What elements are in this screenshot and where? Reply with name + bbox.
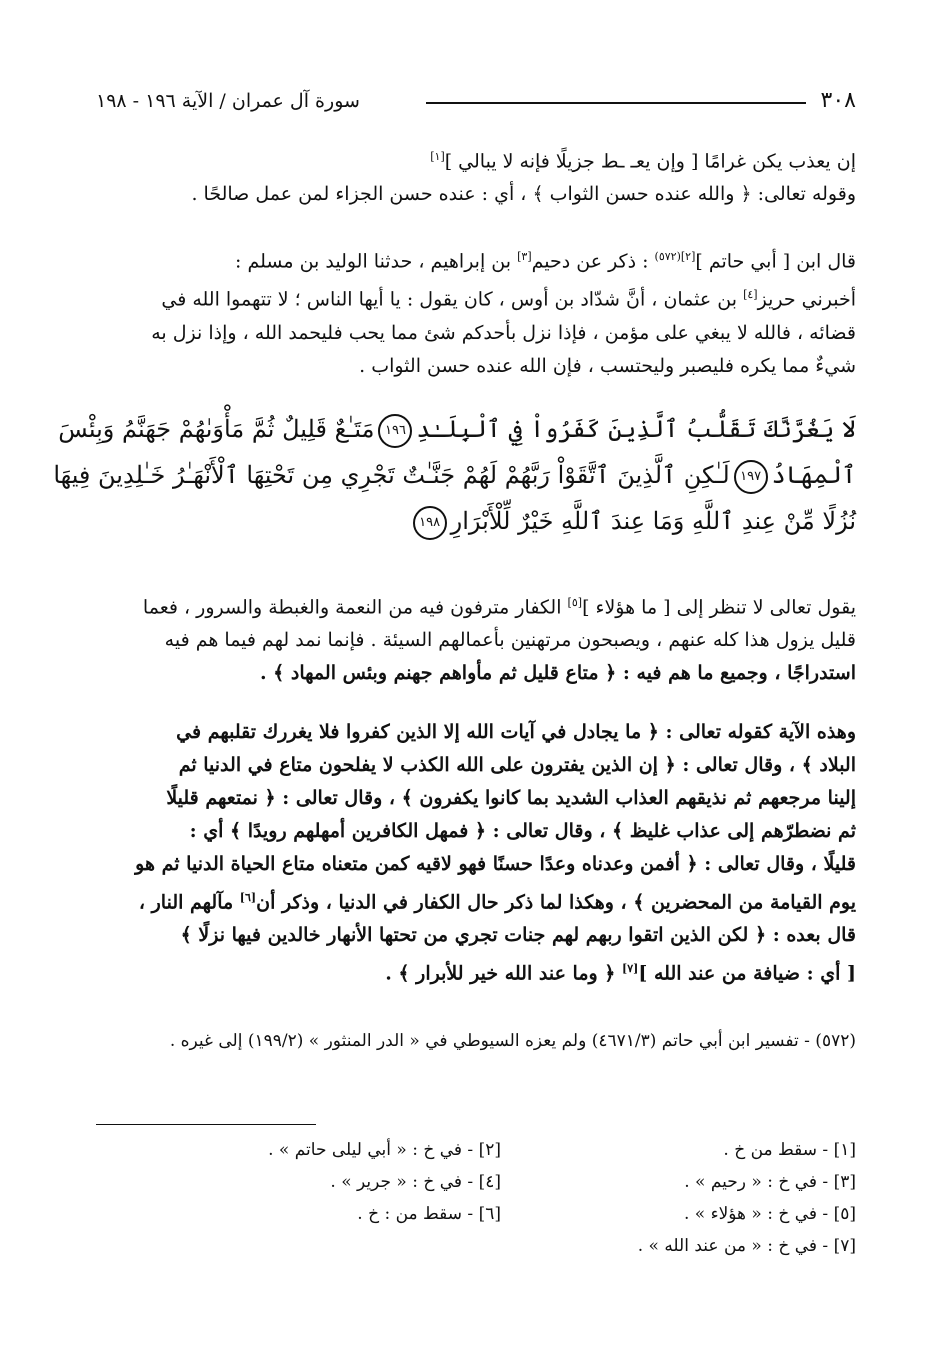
hadith-number: (٥٧٢) (654, 250, 681, 263)
text-line: استدراجًا ، وجميع ما هم فيه : ﴿ متاع قليل ثم مأواهم جهنم وبئس المهاد ﴾ . (259, 662, 856, 685)
quran-verses (53, 406, 856, 544)
text-line: ثم نضطرّهم إلى عذاب غليظ ﴾ ، وقال تعالى : ﴿ فمهل الكافرين أمهلهم رويدًا ﴾ أي : (189, 820, 856, 842)
text-line: وقوله تعالى: ﴿ والله عنده حسن الثواب ﴾ ، أي : عنده حسن الجزاء لمن عمل صالحًا . (191, 183, 856, 206)
ayah-number-196: ١٩٦ (378, 414, 412, 448)
text-line: [ أي : ضيافة من عند الله ][٧] ﴿ وما عند الله خير للأبرار ﴾ . (385, 962, 856, 985)
footnote-6: [٦] - سقط من : خ . (357, 1204, 501, 1224)
text-line: قضائه ، فالله لا يبغي على مؤمن ، فإذا نزل بأحدكم شئ مما يحب فليحمد الله ، وإذا نزل به (151, 321, 856, 344)
text-line: قال ابن [ أبي حاتم ]$^{[٢](٥٧٢)}$ : ذكر عن دحيم[٣] بن إبراهيم ، حدثنا الوليد بن مسلم : (235, 250, 856, 273)
text-line: يوم القيامة من المحضرين ﴾ ، وهكذا لما ذكر حال الكفار في الدنيا ، وذكر أن[٦] مآلهم النار ، (138, 891, 856, 914)
footnote-4: [٤] - في خ : « جرير » . (330, 1172, 501, 1192)
text-line: البلاد ﴾ ، وقال تعالى : ﴿ إن الذين يفترون على الله الكذب لا يفلحون متاع في الدنيا ثم (178, 754, 856, 776)
paragraph-1 (96, 140, 856, 211)
header-rule (426, 102, 806, 104)
text-line: شيءٌ مما يكره فليصبر وليحتسب ، فإن الله عنده حسن الثواب . (359, 354, 856, 377)
footnotes (176, 1134, 856, 1262)
footnote-marker[interactable]: [٢] (680, 250, 696, 263)
text-line: إلينا مرجعهم ثم نذيقهم العذاب الشديد بما كانوا يكفرون ﴾ ، وقال تعالى : ﴿ نمتعهم قليلًا (166, 787, 856, 809)
footnote-2: [٢] - في خ : « أبي ليلى حاتم » . (268, 1140, 501, 1160)
text-line: قليلًا ، وقال تعالى : ﴿ أفمن وعدناه وعدًا حسنًا فهو لاقيه كمن متعناه متاع الحياة الدنيا ثم هو (135, 853, 856, 875)
footnote-marker[interactable]: [٧] (622, 962, 639, 976)
ayah-number-198: ١٩٨ (413, 506, 447, 540)
ayah-number-197: ١٩٧ (734, 460, 768, 494)
footnote-7: [٧] - في خ : « من عند الله » . (637, 1236, 856, 1256)
footnote-separator (96, 1124, 316, 1125)
footnote-marker[interactable]: [٥] (567, 596, 583, 609)
footnote-3: [٣] - في خ : « رحيم » . (684, 1172, 856, 1192)
text-line: قال بعده : ﴿ لكن الذين اتقوا ربهم لهم جنات تجري من تحتها الأنهار خالدين فيها نزلًا ﴾ (180, 924, 856, 947)
verse-line: نُزُلًا مِّنْ عِندِ ٱللَّهِ وَمَا عِندَ ٱللَّهِ خَيْرٌ لِّلْأَبْرَارِ١٩٨ (96, 498, 856, 544)
text-line: إن يعذب يكن غرامًا [ وإن يعـ ـط جزيلًا فإنه لا يبالي ][١] (430, 150, 856, 173)
footnote-1: [١] - سقط من خ . (723, 1140, 856, 1160)
takhrij-note: (٥٧٢) - تفسير ابن أبي حاتم (٤٦٧١/٣) ولم يعزه السيوطي في « الدر المنثور » (١٩٩/٢) إلى غيره . (169, 1031, 856, 1051)
paragraph-2 (96, 240, 856, 383)
running-title: سورة آل عمران / الآية ١٩٦ - ١٩٨ (96, 90, 360, 112)
page (53, 80, 856, 1330)
text-line: وهذه الآية كقوله تعالى : ﴿ ما يجادل في آيات الله إلا الذين كفروا فلا يغررك تقلبهم في (176, 721, 856, 743)
footnote-marker[interactable]: [١] (430, 150, 445, 163)
text-line: أخبرني حريز[٤] بن عثمان ، أنَّ شدّاد بن أوس ، كان يقول : يا أيها الناس ؛ لا تتهموا الله في (161, 288, 856, 311)
page-number: ٣٠٨ (820, 88, 856, 113)
page-header (96, 88, 856, 118)
paragraph-4 (96, 716, 856, 991)
footnote-marker[interactable]: [٦] (239, 891, 257, 904)
footnote-marker[interactable]: [٤] (743, 288, 758, 302)
text-line: يقول تعالى لا تنظر إلى [ ما هؤلاء ][٥] الكفار مترفون فيه من النعمة والغبطة والسرور ، فعما (142, 596, 856, 619)
text-line: قليل يزول هذا كله عنهم ، ويصبحون مرتهنين بأعمالهم السيئة . فإنما نمد لهم فيما هم فيه (164, 629, 856, 652)
footnote-marker[interactable]: [٣] (517, 250, 532, 263)
verse-line: ٱلْمِهَادُ١٩٧لَـٰكِنِ ٱلَّذِينَ ٱتَّقَوْاْ رَبَّهُمْ لَهُمْ جَنَّـٰتٌ تَجْرِي مِن تَحْتِهَا ٱلْأَنْهَـٰرُ خَـٰلِدِينَ فِيهَا (96, 452, 856, 498)
paragraph-3 (96, 586, 856, 690)
footnote-5: [٥] - في خ : « هؤلاء » . (683, 1204, 856, 1224)
verse-line: لَا يَغُرَّنَّكَ تَقَلُّبُ ٱلَّذِينَ كَفَرُواْ فِي ٱلْبِلَـٰدِ١٩٦مَتَـٰعٌ قَلِيلٌ ثُمَّ مَأْوَىٰهُمْ جَهَنَّمُ وَبِئْسَ (96, 406, 856, 452)
